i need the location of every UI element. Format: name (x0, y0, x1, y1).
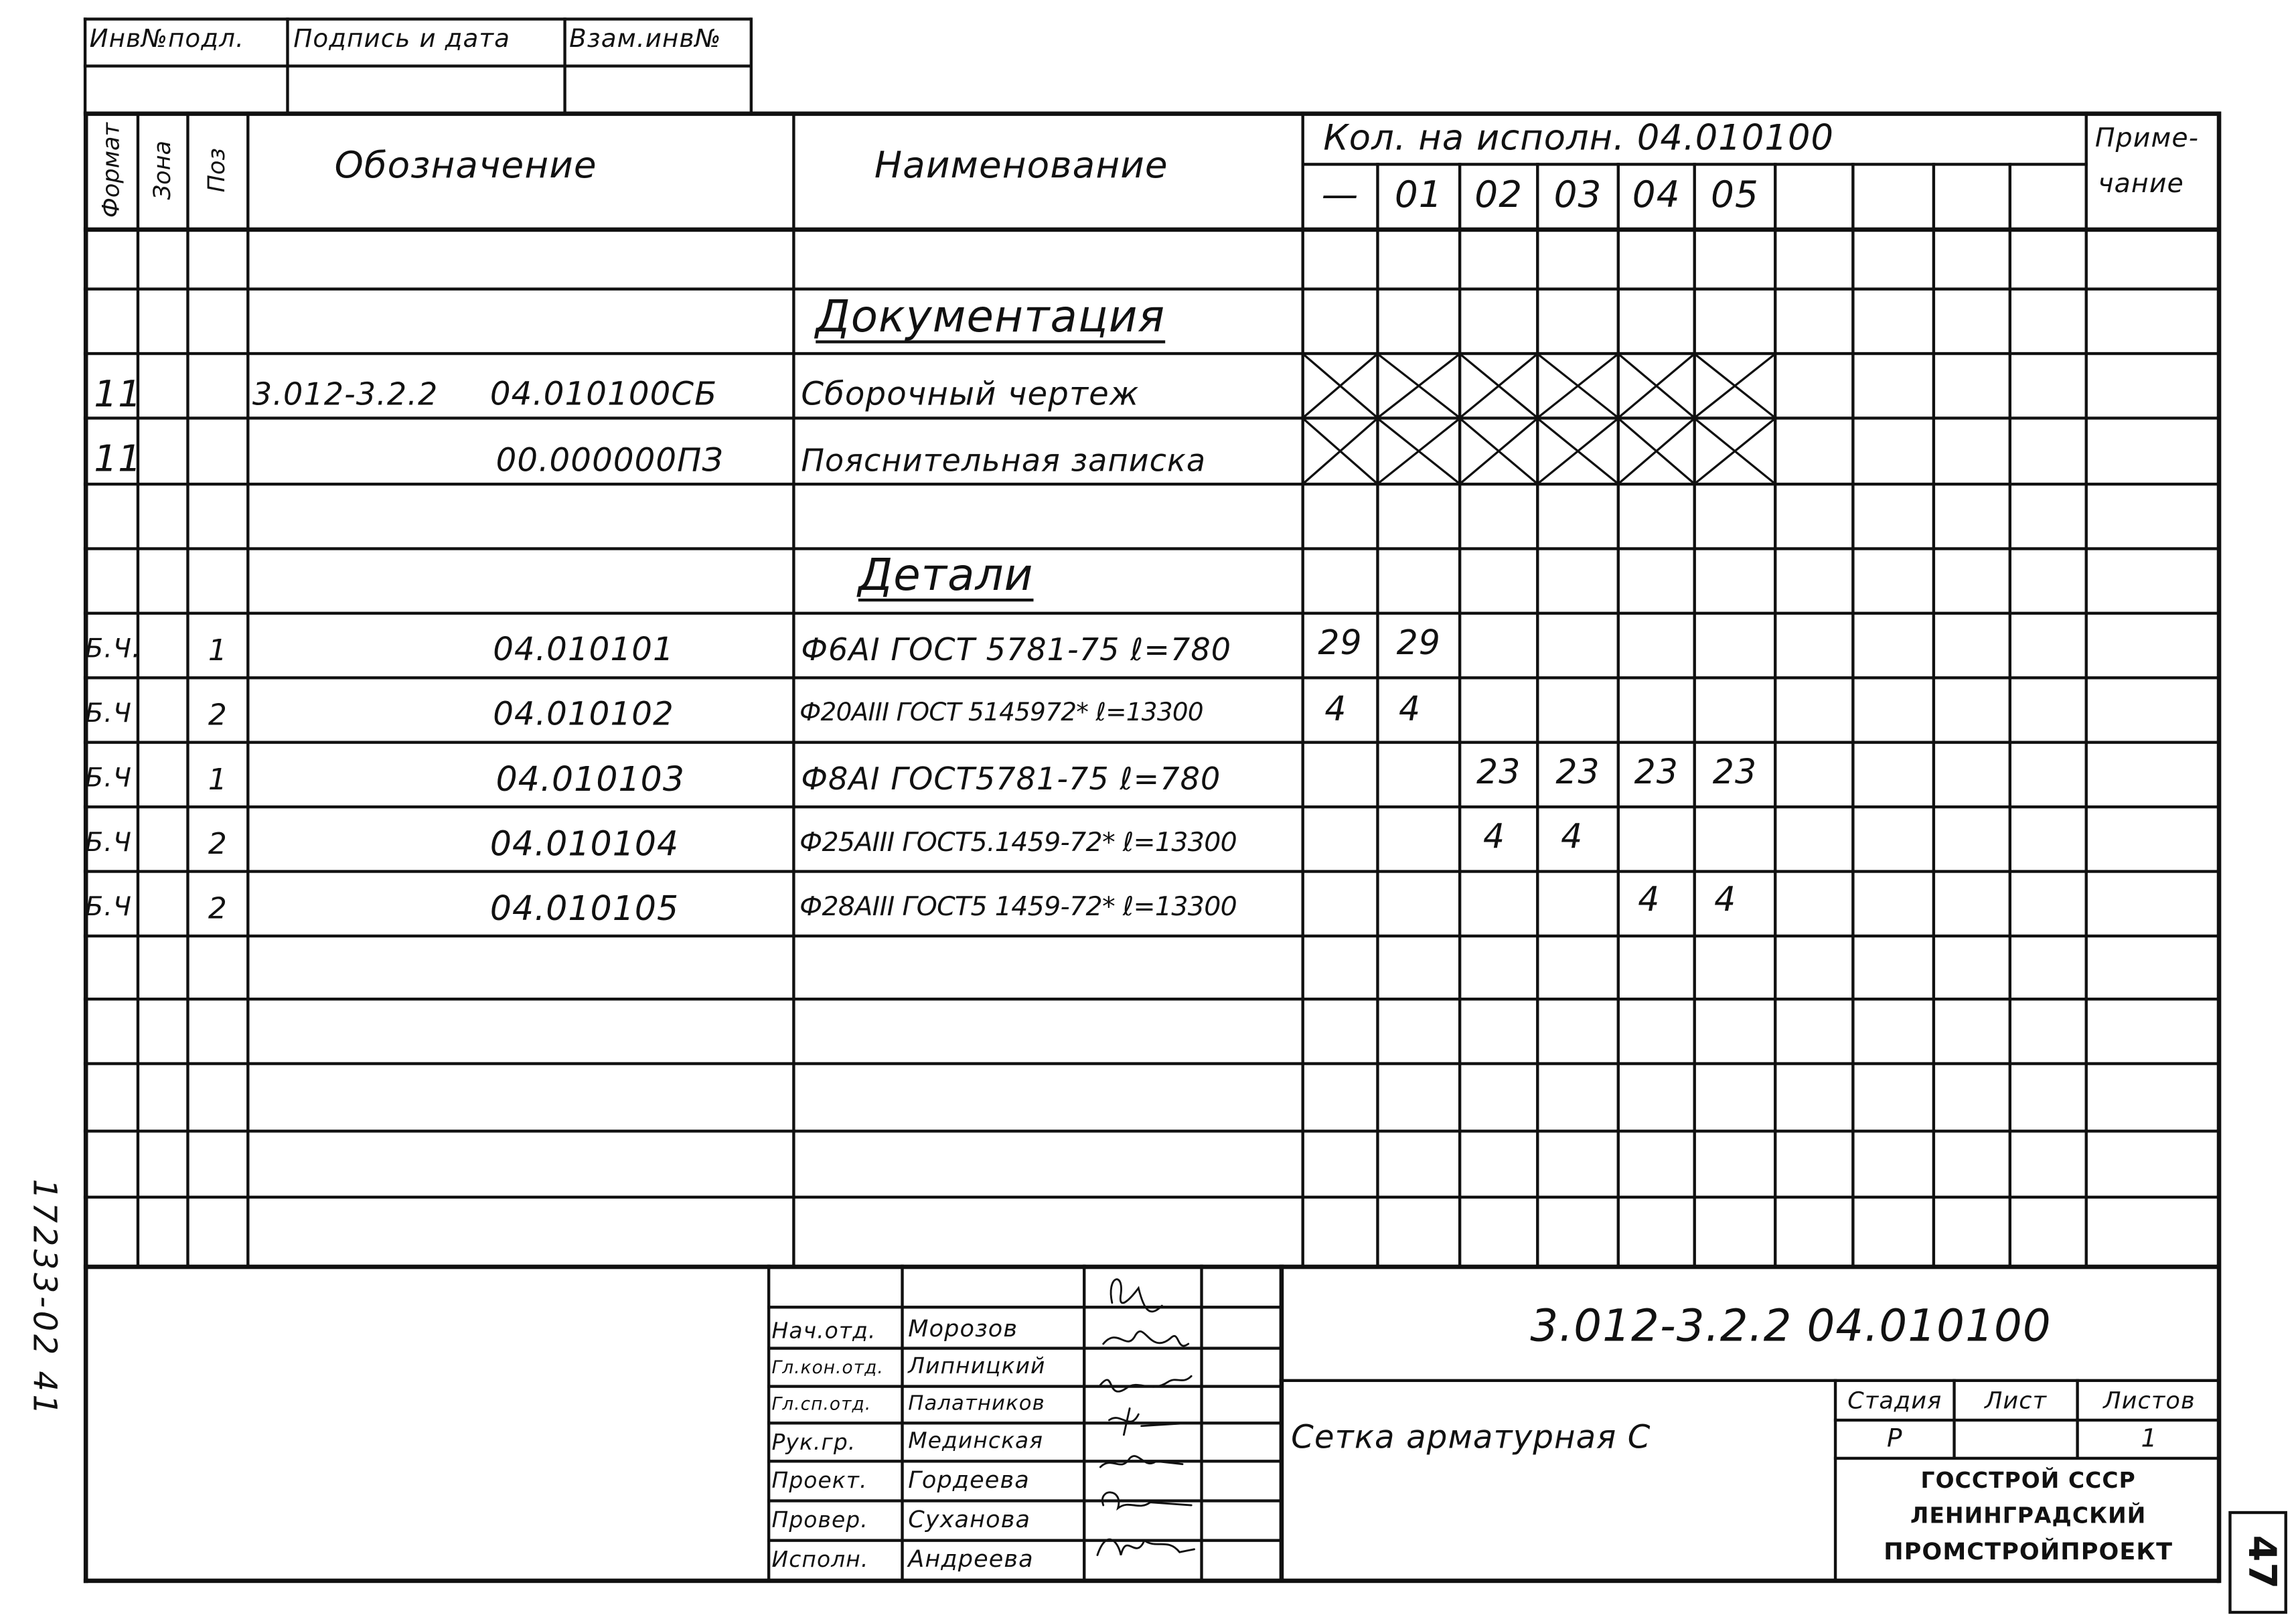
doc-row-1-format: 11 (94, 372, 143, 416)
row-line-9 (84, 805, 2220, 808)
row-line-8 (84, 741, 2220, 744)
qty-col-03: 03 (1553, 173, 1602, 216)
part-row-3-designation: 04.010103 (495, 761, 686, 800)
row-line-15 (84, 1196, 2220, 1199)
tb-row-h6 (767, 1499, 1281, 1502)
header-note-line1: Приме- (2094, 123, 2200, 155)
header-designation: Обозначение (334, 143, 597, 187)
tb-name-4: Мединская (908, 1427, 1044, 1454)
tb-row-h5 (767, 1460, 1281, 1462)
col-line-q9 (2009, 163, 2011, 1267)
doc-row-crosses (1304, 355, 1777, 483)
doc-row-1-prefix: 3.012-3.2.2 (252, 377, 439, 412)
tb-org-line2: ЛЕНИНГРАДСКИЙ (1910, 1502, 2147, 1529)
stamp-replace-label: Взам.инв№ (569, 25, 722, 55)
corner-mark-text: 47 (2238, 1535, 2283, 1590)
part-row-1-pos: 1 (208, 632, 228, 668)
header-name: Наименование (874, 143, 1168, 187)
stamp-top-line (84, 17, 751, 20)
tb-product-name: Сетка арматурная С (1291, 1419, 1651, 1457)
header-qty-title: Кол. на исполн. 04.010100 (1323, 117, 1835, 159)
col-line-note (2085, 112, 2088, 1268)
col-line-q5 (1693, 163, 1696, 1267)
header-bottom-line (84, 228, 2220, 232)
row-line-6 (84, 612, 2220, 615)
col-line-designation (246, 112, 249, 1268)
col-line-zone (137, 112, 139, 1268)
frame-top (84, 112, 2220, 117)
qty-col-05: 05 (1711, 173, 1759, 216)
doc-row-1-name: Сборочный чертеж (801, 377, 1140, 414)
part-row-5-q4: 4 (1638, 881, 1661, 920)
part-row-3-q4: 23 (1634, 754, 1679, 793)
col-line-q7 (1851, 163, 1854, 1267)
tb-stage-bottom (1834, 1457, 2220, 1460)
tb-doc-code: 3.012-3.2.2 04.010100 (1530, 1301, 2052, 1353)
header-format: Формат (96, 123, 125, 218)
stamp-right-line (750, 17, 753, 114)
part-row-2-format: Б.Ч (85, 698, 133, 729)
tb-row-h4 (767, 1421, 1281, 1424)
part-row-4-designation: 04.010104 (489, 826, 680, 864)
part-row-4-q2: 4 (1483, 818, 1506, 857)
tb-sheets-label: Листов (2103, 1386, 2196, 1415)
signature-3 (1100, 1376, 1191, 1391)
part-row-1-q1: 29 (1396, 625, 1441, 664)
col-line-pos (186, 112, 189, 1268)
tb-name-3: Палатников (908, 1392, 1045, 1416)
stamp-sep2 (563, 17, 566, 114)
qty-col-02: 02 (1474, 173, 1523, 216)
row-line-13 (84, 1062, 2220, 1065)
tb-row-h3 (767, 1385, 1281, 1387)
tb-role-7: Исполн. (771, 1546, 869, 1573)
row-line-5 (84, 547, 2220, 550)
part-row-4-pos: 2 (208, 826, 228, 862)
row-line-11 (84, 935, 2220, 937)
row-line-1 (84, 287, 2220, 290)
row-line-4 (84, 483, 2220, 485)
part-row-2-name: Ф20АIII ГОСТ 5145972* ℓ=13300 (799, 698, 1203, 728)
tb-name-1: Морозов (908, 1314, 1018, 1342)
part-row-1-designation: 04.010101 (493, 632, 674, 670)
part-row-5-designation: 04.010105 (489, 890, 680, 929)
row-line-10 (84, 870, 2220, 872)
tb-row-h2 (767, 1346, 1281, 1349)
tb-stage-label: Стадия (1847, 1386, 1942, 1415)
tb-stage-value: Р (1886, 1424, 1903, 1454)
tb-sheet-label: Лист (1984, 1386, 2048, 1415)
tb-row-h7 (767, 1539, 1281, 1541)
tb-stage-mid (1834, 1419, 2220, 1421)
signature-1 (1111, 1280, 1162, 1312)
row-line-3 (84, 416, 2220, 419)
tb-role-3: Гл.сп.отд. (771, 1393, 872, 1415)
col-line-name (792, 112, 795, 1268)
row-line-12 (84, 998, 2220, 1000)
part-row-3-q3: 23 (1555, 754, 1600, 793)
stamp-sep1 (286, 17, 289, 114)
part-row-1-q0: 29 (1318, 625, 1363, 664)
stamp-left-line (84, 17, 86, 114)
qty-col-01: 01 (1394, 173, 1443, 216)
tb-name-5: Гордеева (908, 1465, 1030, 1494)
doc-row-2-name: Пояснительная записка (801, 443, 1207, 479)
stamp-sign-label: Подпись и дата (293, 25, 511, 55)
tb-name-7: Андреева (908, 1545, 1034, 1573)
section-parts: Детали (858, 550, 1034, 602)
header-zone: Зона (148, 141, 176, 200)
header-pos: Поз (202, 147, 231, 193)
doc-row-2-designation: 00.000000ПЗ (495, 443, 724, 480)
col-line-q2 (1458, 163, 1461, 1267)
part-row-4-format: Б.Ч (85, 827, 133, 858)
row-line-14 (84, 1130, 2220, 1132)
stamp-inv-label: Инв№подл. (89, 25, 244, 55)
part-row-2-pos: 2 (208, 696, 228, 733)
part-row-3-name: Ф8АI ГОСТ5781-75 ℓ=780 (801, 761, 1221, 797)
tb-role-1: Нач.отд. (771, 1317, 876, 1344)
tb-name-2: Липницкий (908, 1353, 1046, 1379)
section-documentation: Документация (816, 292, 1166, 343)
col-line-q8 (1932, 163, 1935, 1267)
part-row-1-name: Ф6АI ГОСТ 5781-75 ℓ=780 (801, 632, 1232, 668)
part-row-3-pos: 1 (208, 761, 228, 797)
tb-role-2: Гл.кон.отд. (771, 1357, 884, 1378)
col-line-q4 (1617, 163, 1620, 1267)
stamp-mid-line (84, 64, 751, 67)
frame-right (2217, 112, 2222, 1584)
part-row-1-format: Б.Ч. (85, 633, 141, 665)
part-row-4-q3: 4 (1561, 818, 1584, 857)
tb-row-h1 (767, 1306, 1281, 1308)
part-row-5-pos: 2 (208, 890, 228, 926)
row-line-2 (84, 352, 2220, 355)
margin-archive-number: 17233-02 41 (25, 1178, 62, 1418)
tb-name-6: Суханова (908, 1505, 1031, 1533)
part-row-5-format: Б.Ч (85, 892, 133, 923)
part-row-4-name: Ф25АIII ГОСТ5.1459-72* ℓ=13300 (799, 827, 1237, 858)
part-row-2-q1: 4 (1399, 691, 1422, 729)
signature-7 (1097, 1539, 1195, 1555)
corner-mark-box (2228, 1511, 2287, 1614)
tb-signatures (1085, 1267, 1200, 1582)
tb-role-5: Проект. (771, 1467, 868, 1494)
signature-6 (1102, 1492, 1191, 1509)
part-row-3-format: Б.Ч (85, 763, 133, 794)
tb-org-line1: ГОССТРОЙ СССР (1920, 1467, 2136, 1494)
tb-role-4: Рук.гр. (771, 1429, 856, 1456)
col-line-q6 (1774, 163, 1776, 1267)
col-line-q3 (1536, 163, 1539, 1267)
tb-role-6: Провер. (771, 1507, 868, 1533)
tb-sheets-value: 1 (2141, 1424, 2158, 1454)
tb-org-line3: ПРОМСТРОЙПРОЕКТ (1884, 1537, 2173, 1565)
qty-col-base: — (1321, 173, 1359, 216)
header-note-line2: чание (2098, 168, 2184, 200)
signature-2 (1103, 1331, 1189, 1346)
signature-4 (1109, 1408, 1188, 1434)
part-row-5-name: Ф28АIII ГОСТ5 1459-72* ℓ=13300 (799, 892, 1237, 923)
signature-5 (1100, 1456, 1182, 1467)
part-row-5-q5: 4 (1714, 881, 1737, 920)
col-line-qty (1302, 112, 1304, 1268)
doc-row-1-designation: 04.010100СБ (489, 377, 718, 414)
doc-row-2-format: 11 (94, 437, 143, 480)
row-line-7 (84, 676, 2220, 679)
part-row-2-q0: 4 (1324, 691, 1347, 729)
qty-col-04: 04 (1632, 173, 1681, 216)
part-row-3-q2: 23 (1476, 754, 1521, 793)
part-row-2-designation: 04.010102 (493, 696, 674, 734)
part-row-3-q5: 23 (1712, 754, 1758, 793)
